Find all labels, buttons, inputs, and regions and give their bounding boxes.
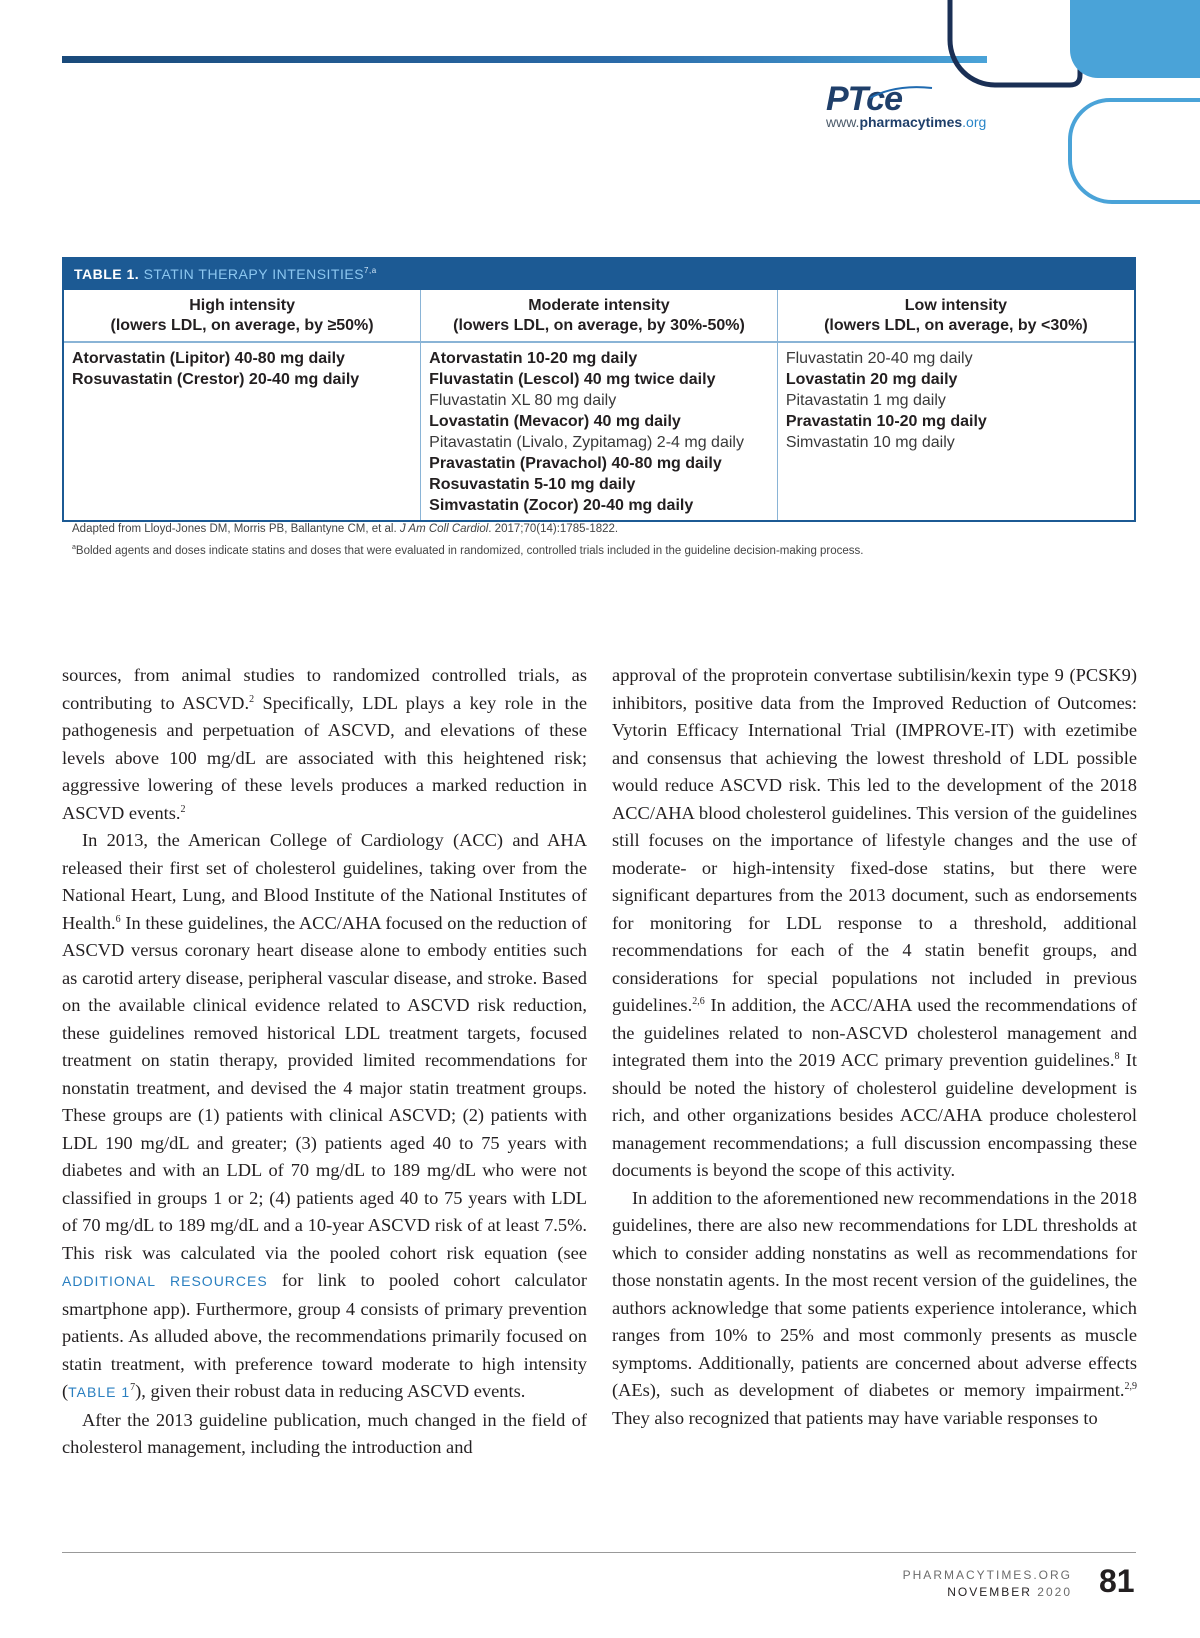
statin-dose-item: Pravastatin 10-20 mg daily	[785, 413, 987, 430]
table-footnote-source: Adapted from Lloyd-Jones DM, Morris PB, Ballantyne CM, et al. J Am Coll Cardiol. 2017;70(14):1785-1822.	[72, 523, 619, 535]
footer-issue: NOVEMBER 2020	[947, 1585, 1072, 1599]
body-column-left	[62, 662, 587, 1462]
statin-dose-item: Fluvastatin XL 80 mg daily	[429, 392, 617, 409]
site-url: www.pharmacytimes.org	[826, 114, 987, 130]
statin-dose-item: Pitavastatin (Livalo, Zypitamag) 2-4 mg daily	[429, 434, 744, 451]
moderate-intensity-cell	[421, 342, 778, 520]
table-footnote-bold: $^a$Bolded agents and doses indicate statins and doses that were evaluated in randomized, controlled trials included in the guideline decision-making process.	[72, 544, 864, 557]
paragraph: After the 2013 guideline publication, much changed in the field of cholesterol management, including the introduction and	[62, 1409, 587, 1457]
paragraph: approval of the proprotein convertase subtilisin/kexin type 9 (PCSK9) inhibitors, positive data from the Improved Reduction of Outcomes: Vytorin Efficacy International Trial (IMPROVE-IT) with ezetimibe and consensus that achieving the lowest threshold of LDL possible would reduce ASCVD risk. This led to the development of the 2018 ACC/AHA blood cholesterol guidelines. This version of the guidelines still focuses on the importance of lifestyle changes and the use of moderate- or high-intensity fixed-dose statins, but there were significant departures from the 2013 document, such as endorsements for monitoring for LDL response to a threshold, additional recommendations for each of the 4 statin benefit groups, and considerations for special populations not included in previous guidelines.$^{2,6}$ In addition, the ACC/AHA used the recommendations of the guidelines related to non-ASCVD cholesterol management and integrated them into the 2019 ACC primary prevention guidelines.$^8$ It should be noted the history of cholesterol guideline development is rich, and other organizations besides ACC/AHA produce cholesterol management recommendations; a full discussion encompassing these documents is beyond the scope of this activity.	[612, 665, 1137, 1180]
statin-dose-item: Fluvastatin (Lescol) 40 mg twice daily	[429, 371, 716, 388]
col-high-header: High intensity (lowers LDL, on average, by ≥50%)	[64, 290, 421, 342]
statin-dose-item: Lovastatin (Mevacor) 40 mg daily	[429, 413, 681, 430]
statin-dose-item: Atorvastatin (Lipitor) 40-80 mg daily	[72, 350, 345, 367]
statin-dose-item: Rosuvastatin 5-10 mg daily	[429, 476, 636, 493]
paragraph: In addition to the aforementioned new recommendations in the 2018 guidelines, there are also new recommendations for LDL thresholds at which to consider adding nonstatins as well as recommendations for those nonstatin agents. In the most recent version of the guidelines, the authors acknowledge that some patients experience intolerance, which ranges from 10% to 25% and most commonly presents as muscle symptoms. Additionally, patients are concerned about adverse effects (AEs), such as development of diabetes or memory impairment.$^{2,9}$ They also recognized that patients may have variable responses to	[612, 1187, 1137, 1428]
table-title-sup: 7,a	[364, 266, 377, 275]
body-column-right	[612, 662, 1137, 1432]
statin-dose-item: Simvastatin (Zocor) 20-40 mg daily	[429, 497, 694, 514]
table-label: TABLE 1.	[74, 266, 140, 282]
page-number: 81	[1099, 1563, 1135, 1599]
statin-dose-item: Rosuvastatin (Crestor) 20-40 mg daily	[72, 371, 360, 388]
additional-resources-link[interactable]: ADDITIONAL RESOURCES	[62, 1273, 268, 1289]
low-intensity-cell	[777, 342, 1134, 520]
footer-site: PHARMACYTIMES.ORG	[902, 1568, 1072, 1582]
logo-swoosh-icon	[866, 82, 936, 102]
table-header-row	[64, 290, 1134, 342]
paragraph: In 2013, the American College of Cardiology (ACC) and AHA released their first set of cholesterol guidelines, taking over from the National Heart, Lung, and Blood Institute of the National Institutes of Health.$^6$ In these guidelines, the ACC/AHA focused on the reduction of ASCVD versus coronary heart disease alone to embody entities such as carotid artery disease, peripheral vascular disease, and stroke. Based on the available clinical evidence related to ASCVD risk reduction, these guidelines removed historical LDL treatment targets, focused treatment on statin therapy, provided limited recommendations for nonstatin treatment, and devised the 4 major statin treatment groups. These groups are (1) patients with clinical ASCVD; (2) patients with LDL 190 mg/dL and greater; (3) patients aged 40 to 75 years with diabetes and with an LDL of 70 mg/dL to 189 mg/dL who were not classified in groups 1 or 2; (4) patients aged 40 to 75 years with LDL of 70 mg/dL to 189 mg/dL and a 10-year ASCVD risk of at least 7.5%. This risk was calculated via the pooled cohort risk equation (see ADDITIONAL RESOURCES for link to pooled cohort calculator smartphone app). Furthermore, group 4 consists of primary prevention patients. As alluded above, the recommendations primarily focused on statin treatment, with preference toward moderate to high intensity (TABLE $1^7$), given their robust data in reducing ASCVD events.	[62, 830, 587, 1401]
footer-rule	[62, 1552, 1136, 1553]
statin-dose-item: Fluvastatin 20-40 mg daily	[785, 350, 973, 367]
high-intensity-cell	[64, 342, 421, 520]
statin-dose-item: Simvastatin 10 mg daily	[785, 434, 955, 451]
statin-intensity-table	[64, 290, 1134, 520]
ptce-logo	[826, 80, 1006, 135]
col-moderate-header: Moderate intensity (lowers LDL, on average, by 30%-50%)	[421, 290, 778, 342]
table-title: STATIN THERAPY INTENSITIES	[139, 266, 365, 282]
statin-dose-item: Atorvastatin 10-20 mg daily	[429, 350, 638, 367]
col-low-header: Low intensity (lowers LDL, on average, by <30%)	[777, 290, 1134, 342]
statin-dose-item: Lovastatin 20 mg daily	[785, 371, 958, 388]
table-caption	[64, 259, 1134, 290]
table-row	[64, 342, 1134, 520]
paragraph: sources, from animal studies to randomized controlled trials, as contributing to ASCVD.$^2$ Specifically, LDL plays a key role in the pathogenesis and perpetuation of ASCVD, and elevations of these levels above 100 mg/dL are associated with this heightened risk; aggressive lowering of these levels produces a marked reduction in ASCVD events.$^2$	[62, 665, 587, 823]
statin-dose-item: Pravastatin (Pravachol) 40-80 mg daily	[429, 455, 722, 472]
logo-wordmark: PTce	[826, 80, 903, 118]
statin-table	[62, 257, 1136, 522]
statin-dose-item: Pitavastatin 1 mg daily	[785, 392, 946, 409]
table-1-link[interactable]: TABLE 1	[68, 1384, 131, 1400]
header-rule	[62, 56, 987, 63]
